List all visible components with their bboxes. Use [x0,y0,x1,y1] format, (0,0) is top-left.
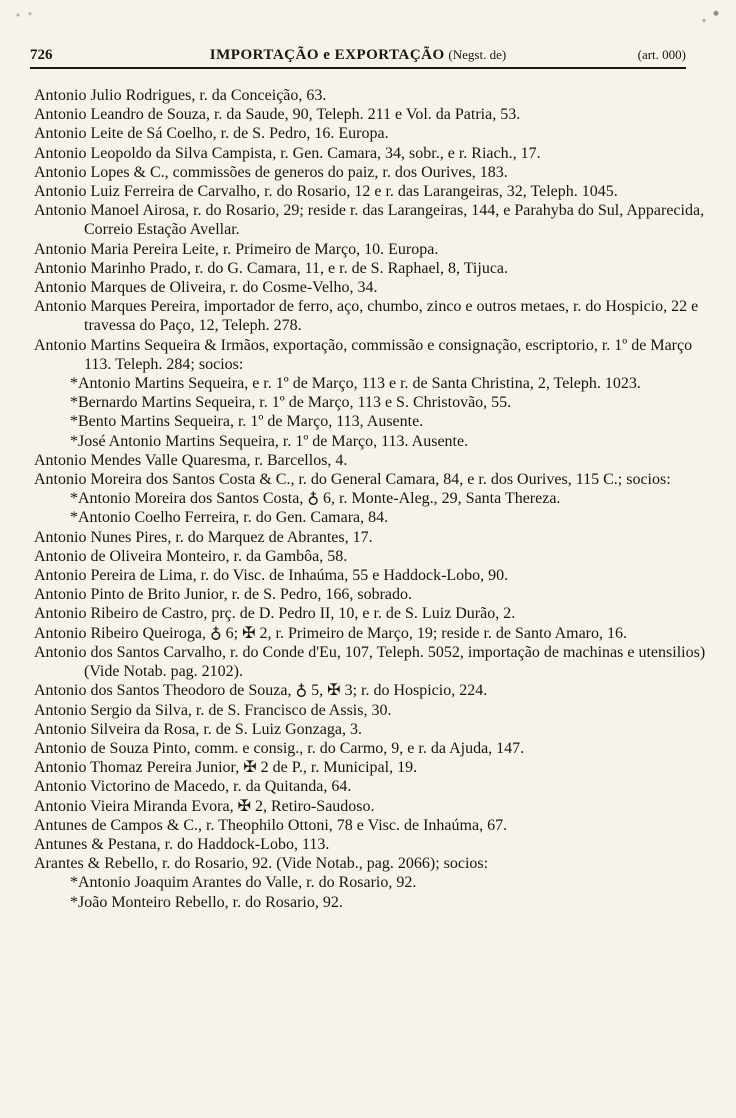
directory-entry: Arantes & Rebello, r. do Rosario, 92. (Vide Notab., pag. 2066); socios: [34,855,489,873]
directory-entry: Antunes & Pestana, r. do Haddock-Lobo, 113. [34,835,330,853]
partner-entry: *João Monteiro Rebello, r. do Rosario, 92. [70,893,343,911]
directory-entry: Antonio Marinho Prado, r. do G. Camara, 11, e r. de S. Raphael, 8, Tijuca. [34,259,509,277]
directory-entry: Antonio Ribeiro Queiroga, ♁ 6; ✠ 2, r. Primeiro de Março, 19; reside r. de Santo Amaro, 16. [34,624,627,642]
directory-entry: Antonio Marques de Oliveira, r. do Cosme-Velho, 34. [34,279,378,297]
running-title [30,44,686,66]
partner-entry: *Antonio Joaquim Arantes do Valle, r. do Rosario, 92. [70,874,417,892]
directory-entry: Antonio de Oliveira Monteiro, r. da Gambôa, 58. [34,547,348,565]
directory-entry: Antonio Moreira dos Santos Costa & C., r. do General Camara, 84, e r. dos Ourives, 115 C.; socios: [34,471,671,489]
partner-entry: *Antonio Moreira dos Santos Costa, ♁ 6, r. Monte-Aleg., 29, Santa Thereza. [70,490,561,508]
directory-entry: Antonio dos Santos Theodoro de Souza, ♁ 5, ✠ 3; r. do Hospicio, 224. [34,682,488,700]
directory-entry: Antonio Leite de Sá Coelho, r. de S. Pedro, 16. Europa. [34,125,389,143]
directory-entry: Antonio Pinto de Brito Junior, r. de S. Pedro, 166, sobrado. [34,586,413,604]
section-subtitle: (Negst. de) [448,47,507,62]
directory-entry: Antonio Silveira da Rosa, r. de S. Luiz Gonzaga, 3. [34,720,362,738]
directory-entry: Antonio Thomaz Pereira Junior, ✠ 2 de P., r. Municipal, 19. [34,759,418,777]
directory-entry: Antonio Nunes Pires, r. do Marquez de Abrantes, 17. [34,528,373,546]
directory-entry: Antonio Mendes Valle Quaresma, r. Barcellos, 4. [34,451,348,469]
paper-stain [6,8,46,22]
page-header [30,44,686,66]
partner-entry: *Antonio Coelho Ferreira, r. do Gen. Camara, 84. [70,509,389,527]
partner-entry: *Antonio Martins Sequeira, e r. 1º de Março, 113 e r. de Santa Christina, 2, Teleph. 1023. [70,375,641,393]
article-ref: (art. 000) [637,47,686,62]
directory-entry: Antonio Victorino de Macedo, r. da Quitanda, 64. [34,778,352,796]
directory-entry: Antonio Marques Pereira, importador de ferro, aço, chumbo, zinco e outros metaes, r. do Hospicio, 22 e travessa do Paço, 12, Teleph. 278. [34,298,699,335]
section-title: IMPORTAÇÃO e EXPORTAÇÃO [209,47,445,63]
paper-stain [688,6,728,30]
directory-entry: Antonio Pereira de Lima, r. do Visc. de Inhaúma, 55 e Haddock-Lobo, 90. [34,567,509,585]
page-number: 726 [30,47,53,63]
directory-entry: Antonio Ribeiro de Castro, prç. de D. Pedro II, 10, e r. de S. Luiz Durão, 2. [34,605,516,623]
partner-entry: *Bernardo Martins Sequeira, r. 1º de Março, 113 e S. Christovão, 55. [70,394,512,412]
directory-entry: Antonio Leopoldo da Silva Campista, r. Gen. Camara, 34, sobr., e r. Riach., 17. [34,144,541,162]
partner-entry: *Bento Martins Sequeira, r. 1º de Março, 113, Ausente. [70,413,424,431]
directory-entry: Antonio Sergio da Silva, r. de S. Francisco de Assis, 30. [34,701,392,719]
directory-entry: Antonio Maria Pereira Leite, r. Primeiro de Março, 10. Europa. [34,240,439,258]
header-rule [30,67,686,69]
directory-entry: Antunes de Campos & C., r. Theophilo Ottoni, 78 e Visc. de Inhaúma, 67. [34,816,508,834]
directory-entry: Antonio Luiz Ferreira de Carvalho, r. do Rosario, 12 e r. das Larangeiras, 32, Teleph. 1045. [34,183,618,201]
directory-entry: Antonio Leandro de Souza, r. da Saude, 90, Teleph. 211 e Vol. da Patria, 53. [34,106,521,124]
entry-list [0,86,736,912]
partner-entry: *José Antonio Martins Sequeira, r. 1º de Março, 113. Ausente. [70,432,469,450]
directory-entry: Antonio Vieira Miranda Evora, ✠ 2, Retiro-Saudoso. [34,797,375,815]
directory-entry: Antonio Martins Sequeira & Irmãos, exportação, commissão e consignação, escriptorio, r. 1º de Março 113. Teleph. 284; socios: [34,336,693,373]
directory-entry: Antonio Lopes & C., commissões de generos do paiz, r. dos Ourives, 183. [34,163,508,181]
directory-entry: Antonio Julio Rodrigues, r. da Conceição, 63. [34,87,327,104]
directory-entry: Antonio de Souza Pinto, comm. e consig., r. do Carmo, 9, e r. da Ajuda, 147. [34,739,525,757]
directory-entry: Antonio dos Santos Carvalho, r. do Conde d'Eu, 107, Teleph. 5052, importação de machinas e utensilios) (Vide Notab. pag. 2102). [34,643,706,681]
directory-entry: Antonio Manoel Airosa, r. do Rosario, 29; reside r. das Larangeiras, 144, e Parahyba do Sul, Apparecida, Correio Estação Avellar. [34,202,705,239]
